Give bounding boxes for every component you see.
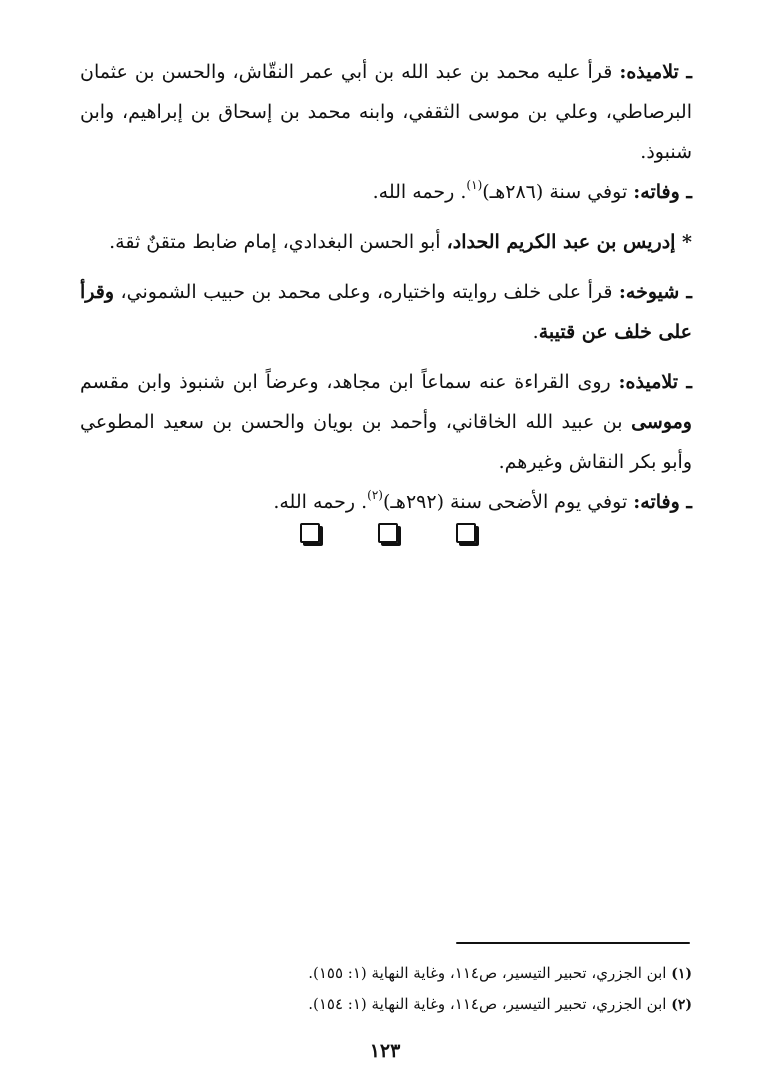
paragraph-text: توفي سنة (٢٨٦هـ): [482, 181, 634, 203]
footnote-2: [80, 989, 692, 1020]
paragraph-tail: . رحمه الله.: [372, 181, 467, 203]
footnotes: [80, 958, 692, 1020]
footnote-ref[interactable]: (٢): [367, 487, 383, 502]
section-label: ـ تلاميذه:: [619, 61, 692, 83]
death-paragraph-2: [80, 482, 692, 522]
separator-box-icon: [456, 523, 476, 543]
section-label: ـ وفاته:: [633, 491, 692, 513]
teachers-paragraph: [80, 272, 692, 352]
footnote-rule: [456, 942, 690, 944]
paragraph-text: قرأ على خلف روايته واختياره، وعلى محمد بن حبيب الشموني،: [120, 281, 619, 303]
section-label: ـ وفاته:: [633, 181, 692, 203]
footnote-text: ابن الجزري، تحبير التيسير، ص١١٤، وغاية النهاية (١: ١٥٥).: [308, 964, 667, 982]
footnote-1: [80, 958, 692, 989]
biography-heading-paragraph: [80, 222, 692, 262]
section-label: ـ تلاميذه:: [618, 371, 692, 393]
paragraph-text-bold: وموسى: [631, 411, 692, 433]
students-paragraph-1: [80, 52, 692, 172]
paragraph-text-2: بن عبيد الله الخاقاني، وأحمد بن بويان والحسن بن سعيد المطوعي وأبو بكر النقاش وغيرهم.: [80, 411, 692, 473]
main-text: [80, 52, 692, 522]
paragraph-tail: . رحمه الله.: [273, 491, 368, 513]
footnote-number: (١): [671, 966, 692, 982]
person-name-heading: * إدريس بن عبد الكريم الحداد،: [446, 231, 692, 253]
paragraph-text: توفي يوم الأضحى سنة (٢٩٢هـ): [382, 491, 634, 513]
paragraph-tail: .: [532, 321, 539, 343]
students-paragraph-2: [80, 362, 692, 482]
paragraph-text: قرأ عليه محمد بن عبد الله بن أبي عمر النقّاش، والحسن بن عثمان البرصاطي، وعلي بن موسى الثقفي، وابنه محمد بن إسحاق بن إبراهيم، وابن شنبوذ.: [80, 61, 692, 163]
paragraph-text: روى القراءة عنه سماعاً ابن مجاهد، وعرضاً ابن شنبوذ وابن مقسم: [80, 371, 619, 393]
section-label: ـ شيوخه:: [618, 281, 692, 303]
page-number: ١٢٣: [369, 1040, 401, 1062]
footnote-text: ابن الجزري، تحبير التيسير، ص١١٤، وغاية النهاية (١: ١٥٤).: [308, 995, 667, 1013]
footnote-number: (٢): [671, 997, 692, 1013]
death-paragraph-1: [80, 172, 692, 212]
paragraph-text-bold: وقرأ على خلف عن قتيبة: [80, 281, 692, 343]
footnote-ref[interactable]: (١): [466, 177, 483, 192]
section-separator: [0, 523, 770, 543]
separator-box-icon: [300, 523, 320, 543]
paragraph-text: أبو الحسن البغدادي، إمام ضابط متقنٌ ثقة.: [109, 231, 447, 253]
separator-box-icon: [378, 523, 398, 543]
